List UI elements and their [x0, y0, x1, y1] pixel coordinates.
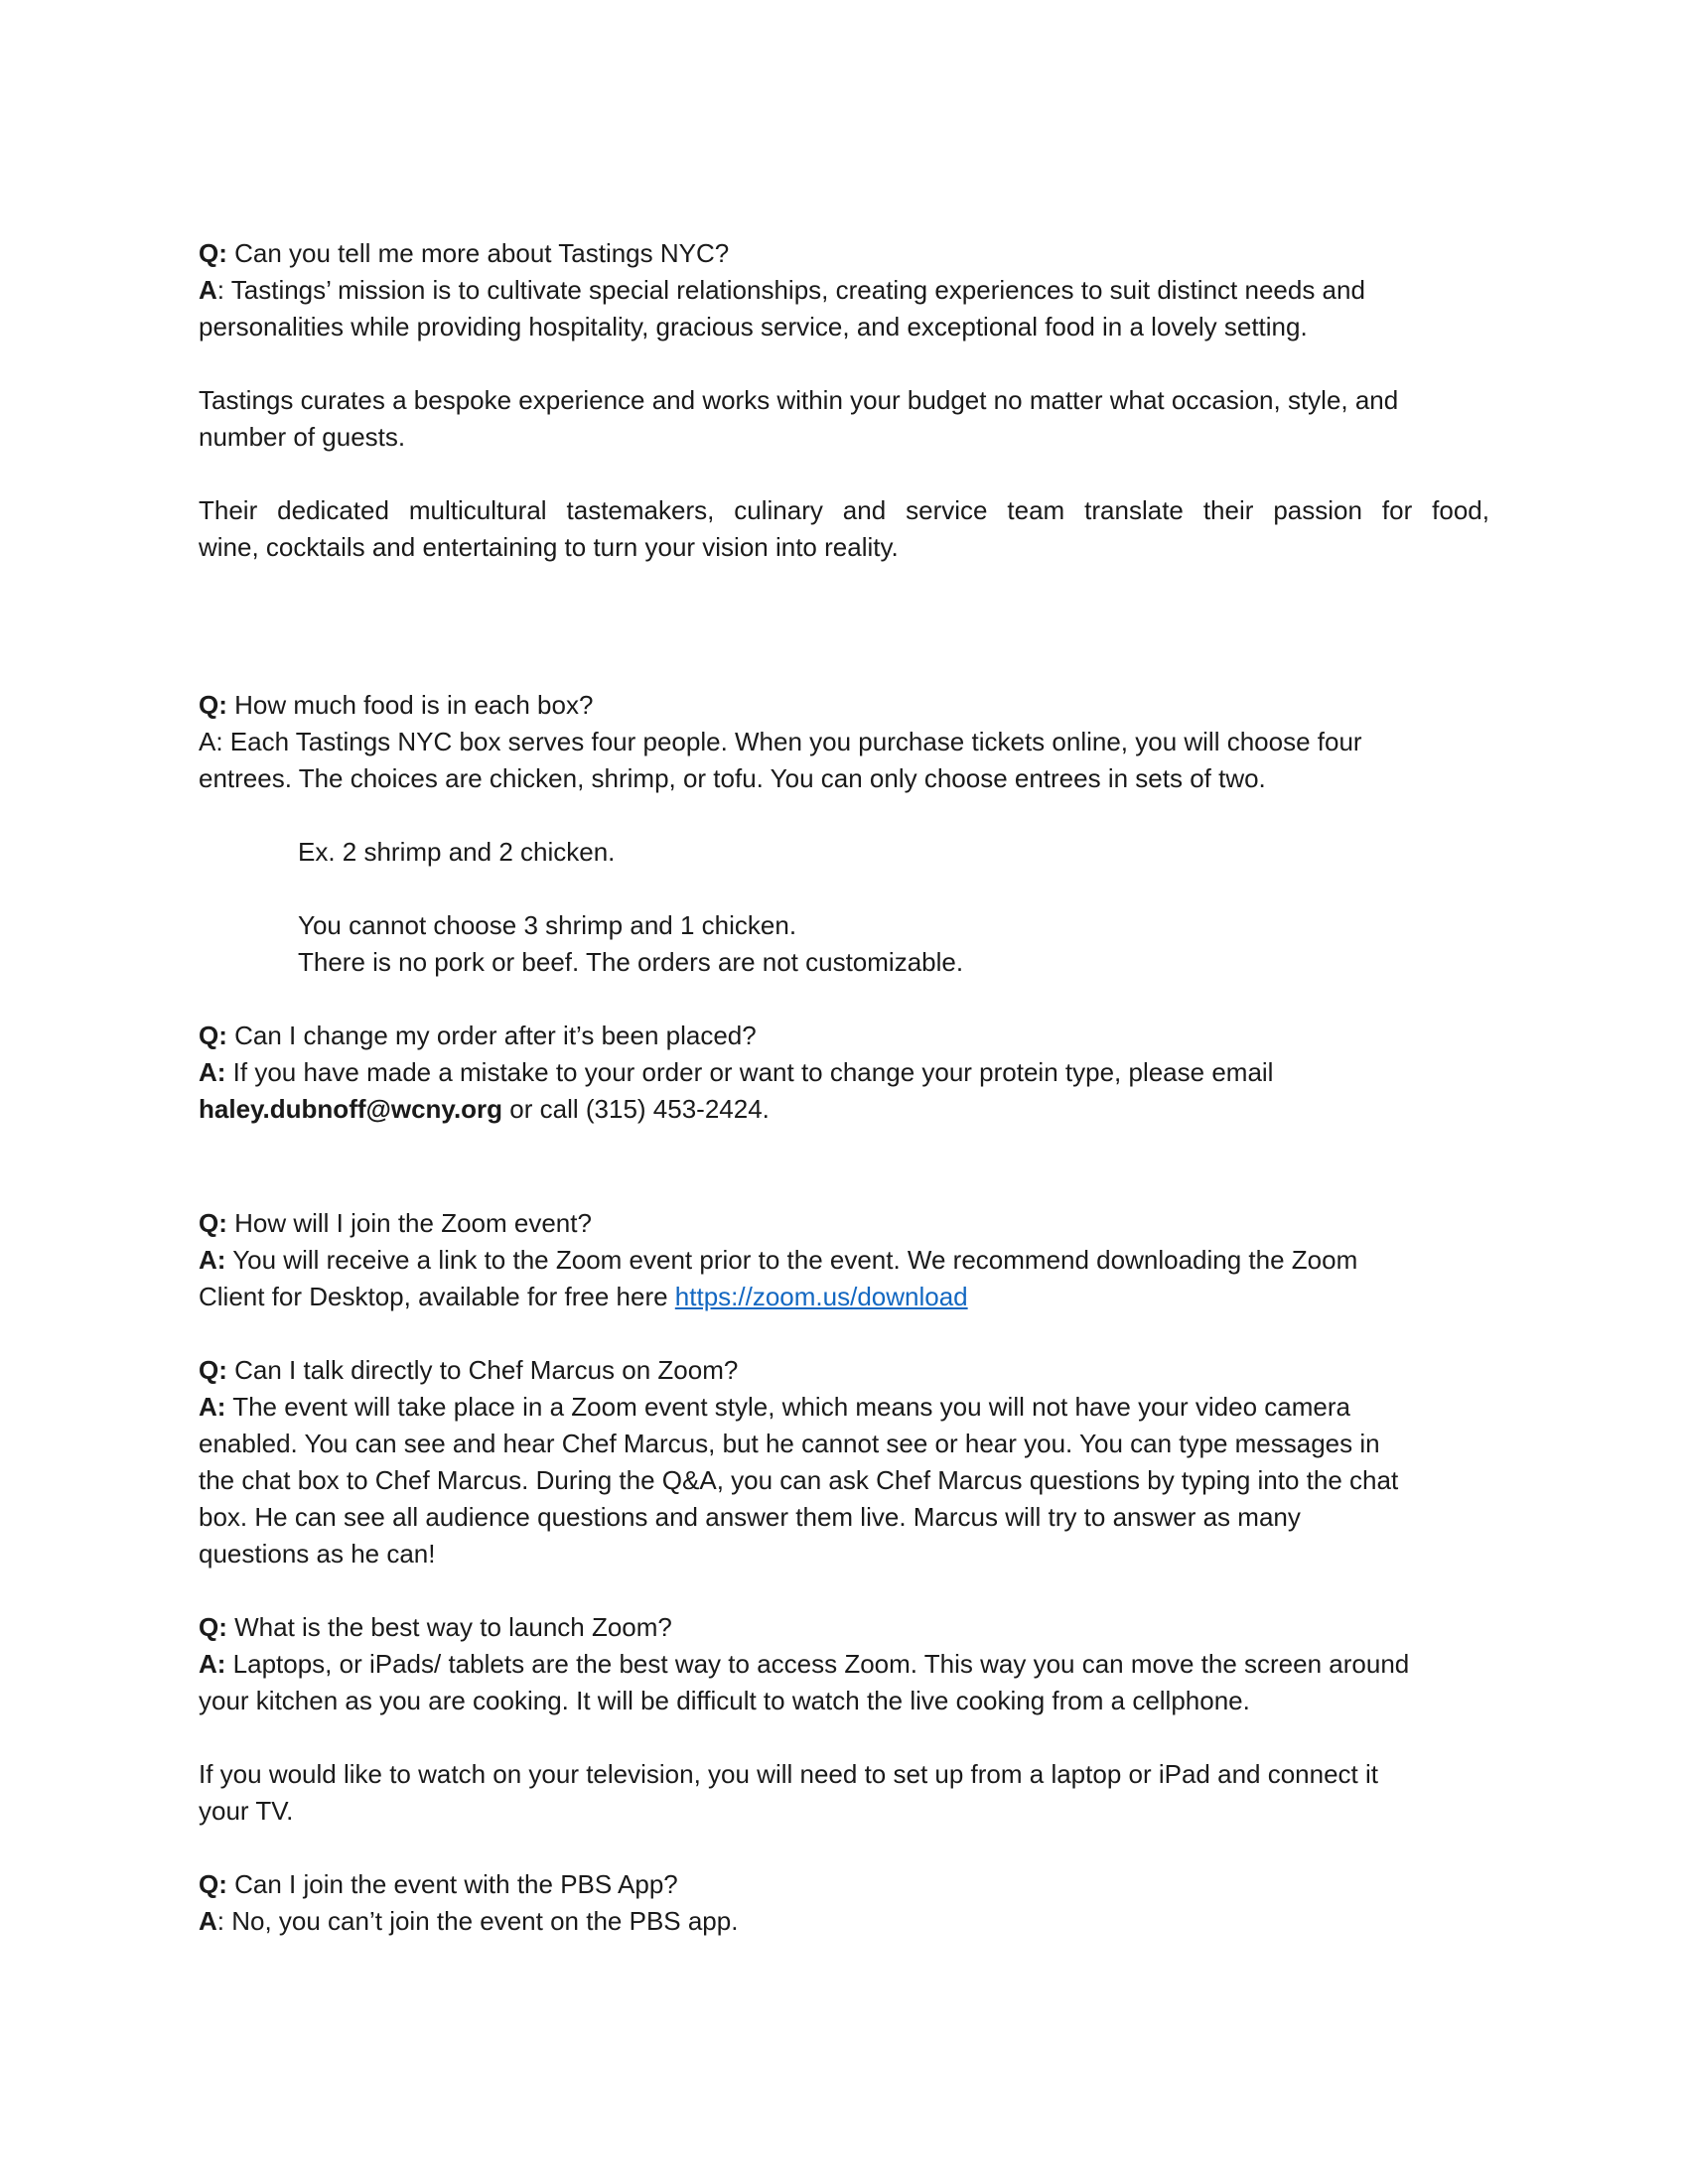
- text-run: entrees. The choices are chicken, shrimp, or tofu. You can only choose entrees in sets of two.: [199, 763, 1266, 793]
- q-prefix: Q:: [199, 1612, 227, 1642]
- text-line: [199, 1091, 1489, 1128]
- text-line: [199, 1499, 1489, 1536]
- text-run: If you would like to watch on your television, you will need to set up from a laptop or iPad and connect it: [199, 1759, 1379, 1789]
- text-line: [199, 1054, 1489, 1091]
- example-entree-combo: [199, 834, 1489, 871]
- text-run: : No, you can’t join the event on the PBS app.: [216, 1906, 739, 1936]
- text-run: You cannot choose 3 shrimp and 1 chicken.: [298, 910, 797, 940]
- faq-item-join-zoom: [199, 1205, 1489, 1315]
- text-run: Their dedicated multicultural tastemakers, culinary and service team translate their passion for food,: [199, 495, 1489, 525]
- text-run: There is no pork or beef. The orders are not customizable.: [298, 947, 964, 977]
- text-line: [298, 944, 1489, 981]
- text-line: [199, 382, 1489, 419]
- q-prefix: Q:: [199, 1021, 227, 1050]
- faq-item-food-in-box: [199, 687, 1489, 797]
- text-line: [199, 529, 1489, 566]
- text-line: [199, 272, 1489, 309]
- text-line: [199, 1279, 1489, 1315]
- text-line: [199, 1389, 1489, 1426]
- text-line: [199, 687, 1489, 724]
- text-run: What is the best way to launch Zoom?: [226, 1612, 672, 1642]
- text-line: [199, 1205, 1489, 1242]
- text-line: [199, 1903, 1489, 1940]
- q-prefix: Q:: [199, 1355, 227, 1385]
- text-run: Can I change my order after it’s been placed?: [226, 1021, 757, 1050]
- text-line: [199, 1756, 1489, 1793]
- text-line: [199, 1683, 1489, 1719]
- text-run: A: Each Tastings NYC box serves four people. When you purchase tickets online, you will choose four: [199, 727, 1362, 756]
- text-line: [199, 1242, 1489, 1279]
- a-prefix: A:: [199, 1245, 226, 1275]
- paragraph-tastings-curates: [199, 382, 1489, 456]
- text-line: [298, 834, 1489, 871]
- document-content: [199, 235, 1489, 1940]
- faq-item-launch-zoom: [199, 1609, 1489, 1719]
- text-line: [199, 1646, 1489, 1683]
- text-line: [199, 492, 1489, 529]
- text-run: Can I join the event with the PBS App?: [226, 1869, 678, 1899]
- text-run: Laptops, or iPads/ tablets are the best way to access Zoom. This way you can move the screen around: [225, 1649, 1410, 1679]
- text-run: or call (315) 453-2424.: [502, 1094, 770, 1124]
- text-line: [199, 1018, 1489, 1054]
- text-run: your TV.: [199, 1796, 294, 1826]
- zoom-download-link[interactable]: https://zoom.us/download: [674, 1282, 968, 1311]
- text-run: How much food is in each box?: [226, 690, 594, 720]
- text-run: Can I talk directly to Chef Marcus on Zoom?: [226, 1355, 739, 1385]
- text-run: The event will take place in a Zoom event style, which means you will not have your video camera: [225, 1392, 1350, 1422]
- text-run: your kitchen as you are cooking. It will be difficult to watch the live cooking from a cellphone.: [199, 1686, 1250, 1715]
- paragraph-tastemakers: [199, 492, 1489, 566]
- a-prefix: A: [199, 275, 217, 305]
- a-prefix: A:: [199, 1649, 226, 1679]
- faq-item-pbs-app: [199, 1866, 1489, 1940]
- faq-item-talk-to-chef: [199, 1352, 1489, 1572]
- text-line: [199, 1536, 1489, 1572]
- text-run: wine, cocktails and entertaining to turn your vision into reality.: [199, 532, 899, 562]
- text-run: If you have made a mistake to your order or want to change your protein type, please email: [225, 1057, 1274, 1087]
- text-run: Can you tell me more about Tastings NYC?: [226, 238, 730, 268]
- text-line: [199, 1866, 1489, 1903]
- paragraph-watch-on-tv: [199, 1756, 1489, 1830]
- text-line: [199, 419, 1489, 456]
- text-run: box. He can see all audience questions and answer them live. Marcus will try to answer as many: [199, 1502, 1301, 1532]
- text-run: the chat box to Chef Marcus. During the Q&A, you can ask Chef Marcus questions by typing into the chat: [199, 1465, 1399, 1495]
- text-run: questions as he can!: [199, 1539, 436, 1569]
- text-line: [199, 724, 1489, 760]
- entree-rules-note: [199, 907, 1489, 981]
- text-line: [199, 1793, 1489, 1830]
- faq-item-change-order: [199, 1018, 1489, 1128]
- text-line: [199, 1609, 1489, 1646]
- q-prefix: Q:: [199, 1208, 227, 1238]
- text-run: number of guests.: [199, 422, 406, 452]
- q-prefix: Q:: [199, 690, 227, 720]
- text-line: [298, 907, 1489, 944]
- text-line: [199, 309, 1489, 345]
- a-prefix: A:: [199, 1057, 226, 1087]
- text-run: : Tastings’ mission is to cultivate special relationships, creating experiences to suit distinct needs and: [216, 275, 1365, 305]
- text-run: How will I join the Zoom event?: [226, 1208, 592, 1238]
- text-run: Client for Desktop, available for free here: [199, 1282, 675, 1311]
- text-line: [199, 1426, 1489, 1462]
- text-line: [199, 1462, 1489, 1499]
- email-address: haley.dubnoff@wcny.org: [199, 1094, 503, 1124]
- q-prefix: Q:: [199, 238, 227, 268]
- text-run: enabled. You can see and hear Chef Marcus, but he cannot see or hear you. You can type messages in: [199, 1429, 1380, 1458]
- text-line: [199, 1352, 1489, 1389]
- text-run: personalities while providing hospitality, gracious service, and exceptional food in a lovely setting.: [199, 312, 1308, 341]
- text-line: [199, 760, 1489, 797]
- faq-item-tastings-nyc: [199, 235, 1489, 345]
- text-run: Ex. 2 shrimp and 2 chicken.: [298, 837, 616, 867]
- text-run: You will receive a link to the Zoom event prior to the event. We recommend downloading the Zoom: [225, 1245, 1358, 1275]
- a-prefix: A:: [199, 1392, 226, 1422]
- text-line: [199, 235, 1489, 272]
- q-prefix: Q:: [199, 1869, 227, 1899]
- a-prefix: A: [199, 1906, 217, 1936]
- text-run: Tastings curates a bespoke experience and works within your budget no matter what occasion, style, and: [199, 385, 1399, 415]
